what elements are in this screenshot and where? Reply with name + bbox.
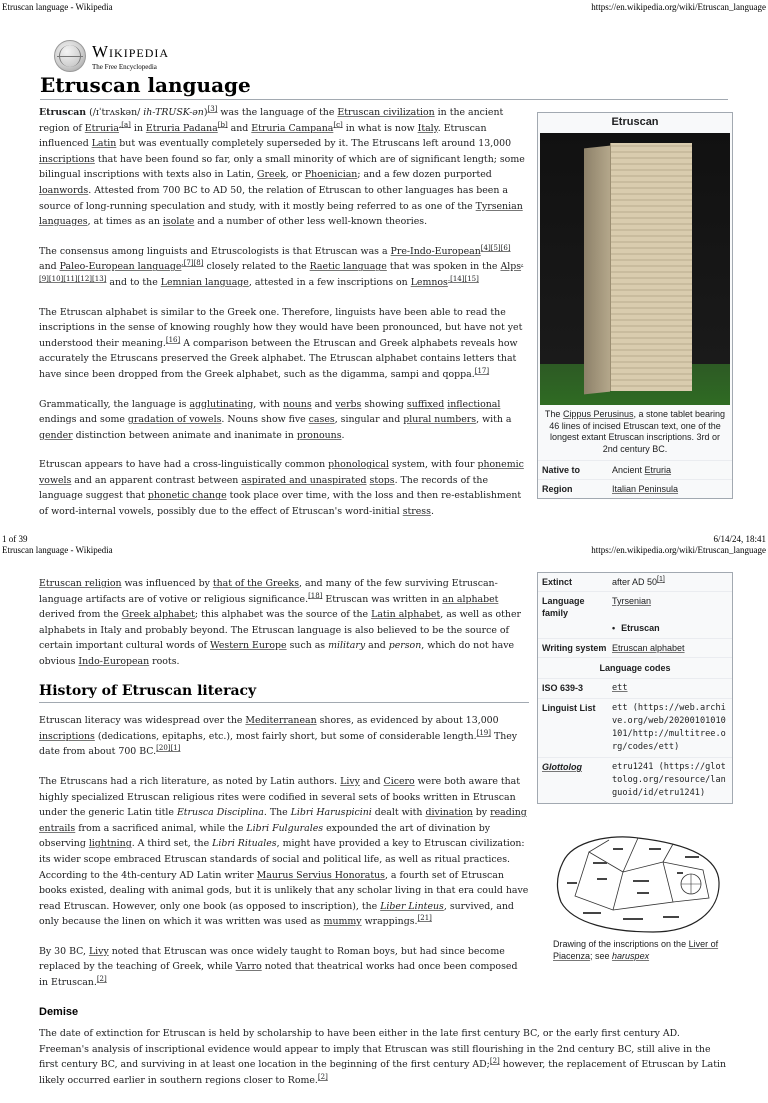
citation[interactable]: [1] (657, 576, 665, 583)
citation[interactable]: [19] (476, 728, 491, 737)
link-agglutinating[interactable]: agglutinating (189, 398, 254, 410)
paragraph-literature: The Etruscans had a rich literature, as noted by Latin authors. Livy and Cicero were both aware that highly specialized Etruscan religious rites were codified in several sets of books written in Etruscan under the generic Latin title Etrusca Disciplina. The Libri Haruspicini dealt with divination by reading entrails from a sacrificed animal, while the Libri Fulgurales expounded the art of divination by observing lightning. A third set, the Libri Rituales, might have provided a key to Etruscan civilization: its wider scope embraced Etruscan standards of social and political life, as well as ritual practices. According to the 4th-century AD Latin writer Maurus Servius Honoratus, a fourth set of Etruscan books existed, dealing with animal gods, but it is unlikely that any scholar living in that era could have read Etruscan. However, only one book (as opposed to inscription), the Liber Linteus, survived, and only because the linen on which it was written was used as mummy wrappings.[21] (39, 775, 529, 928)
link-livy-2[interactable]: Livy (88, 945, 109, 957)
bold-term: Etruscan (39, 107, 87, 118)
link-gender[interactable]: gender (39, 429, 73, 441)
citation[interactable]: ,[a] (119, 120, 131, 129)
citation[interactable]: [18] (308, 591, 323, 600)
infobox-row-iso (538, 678, 732, 698)
link-plural-numbers[interactable]: plural numbers (403, 414, 477, 426)
citation[interactable]: [20][1] (156, 744, 181, 753)
link-cases[interactable]: cases (308, 414, 335, 426)
infobox-key: Writing system (542, 643, 607, 653)
infobox-image-caption: The Cippus Perusinus, a stone tablet bearing 46 lines of incised Etruscan text, one of the longest extant Etruscan inscriptions. 3rd or 2nd century BC. (544, 409, 726, 454)
link-etruria-infobox[interactable]: Etruria (644, 465, 672, 475)
link-vowels[interactable]: vowels (39, 474, 72, 486)
paragraph-intro: Etruscan (/ɪˈtrʌskən/ ih-TRUSK-ən)[3] was the language of the Etruscan civilization in the ancient region of Etruria$^{,[a]}$ in Etruria Padana[b] and Etruria Campana[c] in what is now Italy. Etruscan influenced Latin but was eventually completely superseded by it. The Etruscans left around 13,000 inscriptions that have been found so far, only a small minority of which are of significant length; some bilingual inscriptions with texts also in Latin, Greek, or Phoenician; and a few dozen purported loanwords. Attested from 700 BC to AD 50, the relation of Etruscan to other languages has been a source of long-running speculation and study, with it mostly being referred to as one of the Tyrsenian languages, at times as an isolate and a number of other less well-known theories. (39, 104, 525, 228)
link-western-europe[interactable]: Western Europe (210, 640, 287, 652)
link-haruspex[interactable]: haruspex (612, 951, 650, 961)
infobox-row-family (538, 591, 732, 622)
link-etruscan-alphabet[interactable]: Etruscan alphabet (612, 643, 685, 653)
print-header-url: https://en.wikipedia.org/wiki/Etruscan_language (591, 545, 766, 555)
print-header-title: Etruscan language - Wikipedia (2, 2, 113, 12)
infobox-key: Native to (542, 465, 581, 475)
infobox-value: ett (https://web.archive.org/web/20200101010101/http://multitree.org/codes/ett) (612, 703, 726, 752)
print-footer-page-1 (0, 534, 768, 544)
infobox-key: Linguist List (542, 703, 596, 713)
citation[interactable]: [2] (96, 974, 107, 983)
infobox-top (537, 112, 733, 499)
link-paleo-european[interactable]: Paleo-European language (59, 261, 182, 273)
infobox-title: Etruscan (538, 113, 732, 131)
citation[interactable]: [b] (217, 120, 228, 129)
infobox-value: Etruscan (621, 623, 660, 633)
link-latin-alphabet[interactable]: Latin alphabet (371, 609, 441, 621)
page-count: 1 of 39 (2, 534, 28, 544)
link-alps[interactable]: Alps (500, 261, 522, 273)
respelling: ih-TRUSK-ən (143, 107, 204, 118)
link-glottolog[interactable]: Glottolog (542, 762, 582, 772)
citation[interactable]: [17] (474, 366, 490, 375)
link-varro[interactable]: Varro (235, 961, 262, 973)
link-indo-european[interactable]: Indo-European (78, 655, 150, 667)
citation[interactable]: .[14][15] (447, 274, 479, 283)
link-inscriptions[interactable]: inscriptions (39, 153, 95, 165)
stone-front (610, 143, 692, 391)
citation[interactable]: [4][5][6] (480, 243, 511, 252)
link-iso-code[interactable]: ett (612, 683, 628, 693)
heading-demise: Demise (39, 1005, 79, 1018)
citation[interactable]: [2] (317, 1072, 328, 1081)
logo-tagline: The Free Encyclopedia (92, 62, 157, 71)
citation[interactable]: [c] (333, 120, 343, 129)
link-isolate[interactable]: isolate (162, 216, 195, 228)
citation[interactable]: ,[7][8] (181, 259, 204, 268)
infobox-row-region (538, 479, 732, 498)
liver-drawing-image[interactable] (553, 832, 723, 936)
infobox-key: ISO 639-3 (542, 683, 584, 693)
link-italy[interactable]: Italy (417, 122, 438, 134)
link-aspirated-unaspirated[interactable]: aspirated and unaspirated (241, 474, 367, 486)
link-pronouns[interactable]: pronouns (296, 429, 342, 441)
link-divination[interactable]: divination (425, 807, 473, 819)
link-an-alphabet[interactable]: an alphabet (442, 593, 499, 605)
paragraph-phonology: Etruscan appears to have had a cross-linguistically common phonological system, with four phonemic vowels and an apparent contrast between aspirated and unaspirated stops. The records of the language suggest that phonetic change took place over time, with the loss and then re-establishment of word-internal vowels, possibly due to the effect of Etruscan's word-initial stress. (39, 459, 524, 518)
link-verbs[interactable]: verbs (335, 398, 362, 410)
liver-figure-caption: Drawing of the inscriptions on the Liver of Piacenza; see haruspex (553, 939, 719, 961)
puzzle-globe-icon (54, 40, 86, 72)
link-greek-religion[interactable]: that of the Greeks (212, 578, 300, 589)
infobox-value: after AD 50 (612, 577, 658, 587)
link-lightning[interactable]: lightning (88, 838, 132, 850)
infobox-row-linguist-list (538, 698, 732, 757)
link-stops[interactable]: stops (369, 474, 395, 486)
heading-history: History of Etruscan literacy (39, 684, 529, 704)
paragraph-demise: The date of extinction for Etruscan is held by scholarship to have been either in the late first century BC, or the early first century AD. Freeman's analysis of inscriptional evidence would appear to imply that Etruscan was still flourishing in the 2nd century BC, still alive in the first century BC, and surviving in at least one location in the beginning of the first century AD;[2] however, the replacement of Etruscan by Latin likely occurred earlier in southern regions closer to Rome.[2] (39, 1028, 727, 1087)
link-phoenician[interactable]: Phoenician (304, 169, 358, 181)
infobox-row-writing (538, 638, 732, 657)
link-liber-linteus[interactable]: Liber Linteus (380, 900, 444, 912)
link-greek-alphabet[interactable]: Greek alphabet (121, 609, 195, 621)
print-header-page-2 (0, 545, 768, 555)
link-mediterranean[interactable]: Mediterranean (245, 715, 317, 727)
link-tyrsenian-languages[interactable]: Tyrsenian languages (39, 200, 523, 228)
infobox-value: Ancient Etruria (612, 465, 672, 475)
paragraph-grammar: Grammatically, the language is agglutinating, with nouns and verbs showing suffixed inflectional endings and some gradation of vowels. Nouns show five cases, singular and plural numbers, with a gender distinction between animate and inanimate in pronouns. (39, 398, 512, 441)
link-inflectional[interactable]: inflectional (447, 398, 501, 410)
link-lemnian-language[interactable]: Lemnian language (160, 276, 249, 288)
link-latin[interactable]: Latin (91, 138, 117, 150)
print-header-title: Etruscan language - Wikipedia (2, 545, 113, 555)
link-italian-peninsula[interactable]: Italian Peninsula (612, 484, 679, 494)
link-livy[interactable]: Livy (340, 775, 360, 787)
citation[interactable]: [21] (417, 914, 432, 923)
infobox-row-native-to (538, 460, 732, 479)
link-nouns[interactable]: nouns (283, 398, 312, 410)
print-header-page-1 (0, 2, 768, 12)
infobox-row-glottolog (538, 757, 732, 803)
infobox-key: Region (542, 484, 573, 494)
link-stress[interactable]: stress (402, 506, 431, 518)
paragraph-religion: Etruscan religion was influenced by that of the Greeks, and many of the few surviving Etruscan-language artifacts are of votive or religious significance.[18] Etruscan was written in an alphabet derived from the Greek alphabet; this alphabet was the source of the Latin alphabet, as well as other alphabets in Italy and probably beyond. The Etruscan language is also believed to be the source of certain important cultural words of Western Europe such as military and person, which do not have obvious Indo-European roots. (39, 578, 521, 667)
link-servius[interactable]: Maurus Servius Honoratus (256, 869, 385, 881)
cippus-perusinus-image[interactable] (540, 133, 730, 405)
link-phonetic-change[interactable]: phonetic change (147, 490, 227, 502)
paragraph-literacy: Etruscan literacy was widespread over the Mediterranean shores, as evidenced by about 13,000 inscriptions (dedications, epitaphs, etc.), most fairly short, but some of considerable length.[19] They date from about 700 BC.[20][1] (39, 715, 518, 758)
link-etruria[interactable]: Etruria (84, 122, 119, 134)
infobox-family-subitem (538, 622, 732, 638)
link-inscriptions-2[interactable]: inscriptions (39, 730, 95, 742)
link-gradation-of-vowels[interactable]: gradation of vowels (127, 414, 222, 426)
paragraph-consensus: The consensus among linguists and Etruscologists is that Etruscan was a Pre-Indo-European[4][5][6] and Paleo-European language$^{,[7][8]}$ closely related to the Raetic language that was spoken in the Alps$^{,[9][10][11][12][13]}$ and to the Lemnian language, attested in a few inscriptions on Lemnos$^{.[14][15]}$ (39, 243, 524, 288)
link-cippus-perusinus[interactable]: Cippus Perusinus (562, 409, 634, 419)
print-header-url: https://en.wikipedia.org/wiki/Etruscan_language (591, 2, 766, 12)
link-lemnos[interactable]: Lemnos (410, 276, 448, 288)
link-phonological[interactable]: phonological (328, 459, 389, 471)
citation[interactable]: [3] (207, 104, 218, 113)
article-body-page-1 (39, 105, 529, 534)
link-phonemic[interactable]: phonemic (477, 459, 524, 471)
page-title: Etruscan language (40, 73, 728, 100)
link-greek[interactable]: Greek (257, 169, 286, 181)
link-suffixed[interactable]: suffixed (406, 398, 445, 410)
paragraph-alphabet: The Etruscan alphabet is similar to the Greek one. Therefore, linguists have been able to read the inscriptions in the sense of knowing roughly how they would have been pronounced, but have not yet understood their meaning.[16] A comparison between the Etruscan and Greek alphabets reveals how accurately the Etruscans preserved the Greek alphabet. The Etruscan alphabet contains letters that have since been dropped from the Greek alphabet, such as the digamma, sampi and qoppa.[17] (39, 306, 523, 380)
link-pre-indo-european[interactable]: Pre-Indo-European (390, 245, 481, 257)
link-loanwords[interactable]: loanwords (39, 184, 89, 196)
citation[interactable]: [2] (489, 1057, 500, 1066)
link-etruria-padana[interactable]: Etruria Padana (145, 122, 218, 134)
stone-side (584, 146, 610, 395)
infobox-row-extinct (538, 572, 732, 591)
link-reading-entrails[interactable]: reading entrails (39, 807, 527, 834)
wikipedia-logo[interactable] (54, 40, 169, 72)
infobox-value: etru1241 (https://glottolog.org/resource/languoid/id/etru1241) (612, 762, 726, 798)
infobox-continued (537, 572, 733, 804)
link-raetic-language[interactable]: Raetic language (309, 261, 387, 273)
liver-of-piacenza-figure (553, 832, 729, 962)
logo-wordmark: Wikipedia (92, 41, 170, 61)
citation[interactable]: ,[9][10][11][12][13] (39, 259, 524, 283)
bullet-icon: • (612, 623, 616, 633)
infobox-key: Language family (542, 596, 585, 618)
infobox-key (542, 761, 612, 800)
link-tyrsenian[interactable]: Tyrsenian (612, 596, 652, 606)
link-liver-of-piacenza[interactable]: Liver of Piacenza (553, 939, 719, 961)
paragraph-livy: By 30 BC, Livy noted that Etruscan was once widely taught to Roman boys, but had since become replaced by the teaching of Greek, while Varro noted that theatrical works had once been composed in Etruscan.[2] (39, 945, 518, 989)
print-timestamp: 6/14/24, 18:41 (713, 534, 766, 544)
link-etruscan-religion[interactable]: Etruscan religion (39, 578, 122, 589)
link-etruria-campana[interactable]: Etruria Campana (251, 122, 334, 134)
link-etruscan-civilization[interactable]: Etruscan civilization (337, 107, 435, 118)
infobox-key: Extinct (542, 577, 573, 587)
citation[interactable]: [16] (165, 335, 181, 344)
infobox-section-language-codes: Language codes (538, 657, 732, 678)
link-cicero[interactable]: Cicero (383, 775, 415, 787)
link-mummy[interactable]: mummy (323, 916, 362, 928)
